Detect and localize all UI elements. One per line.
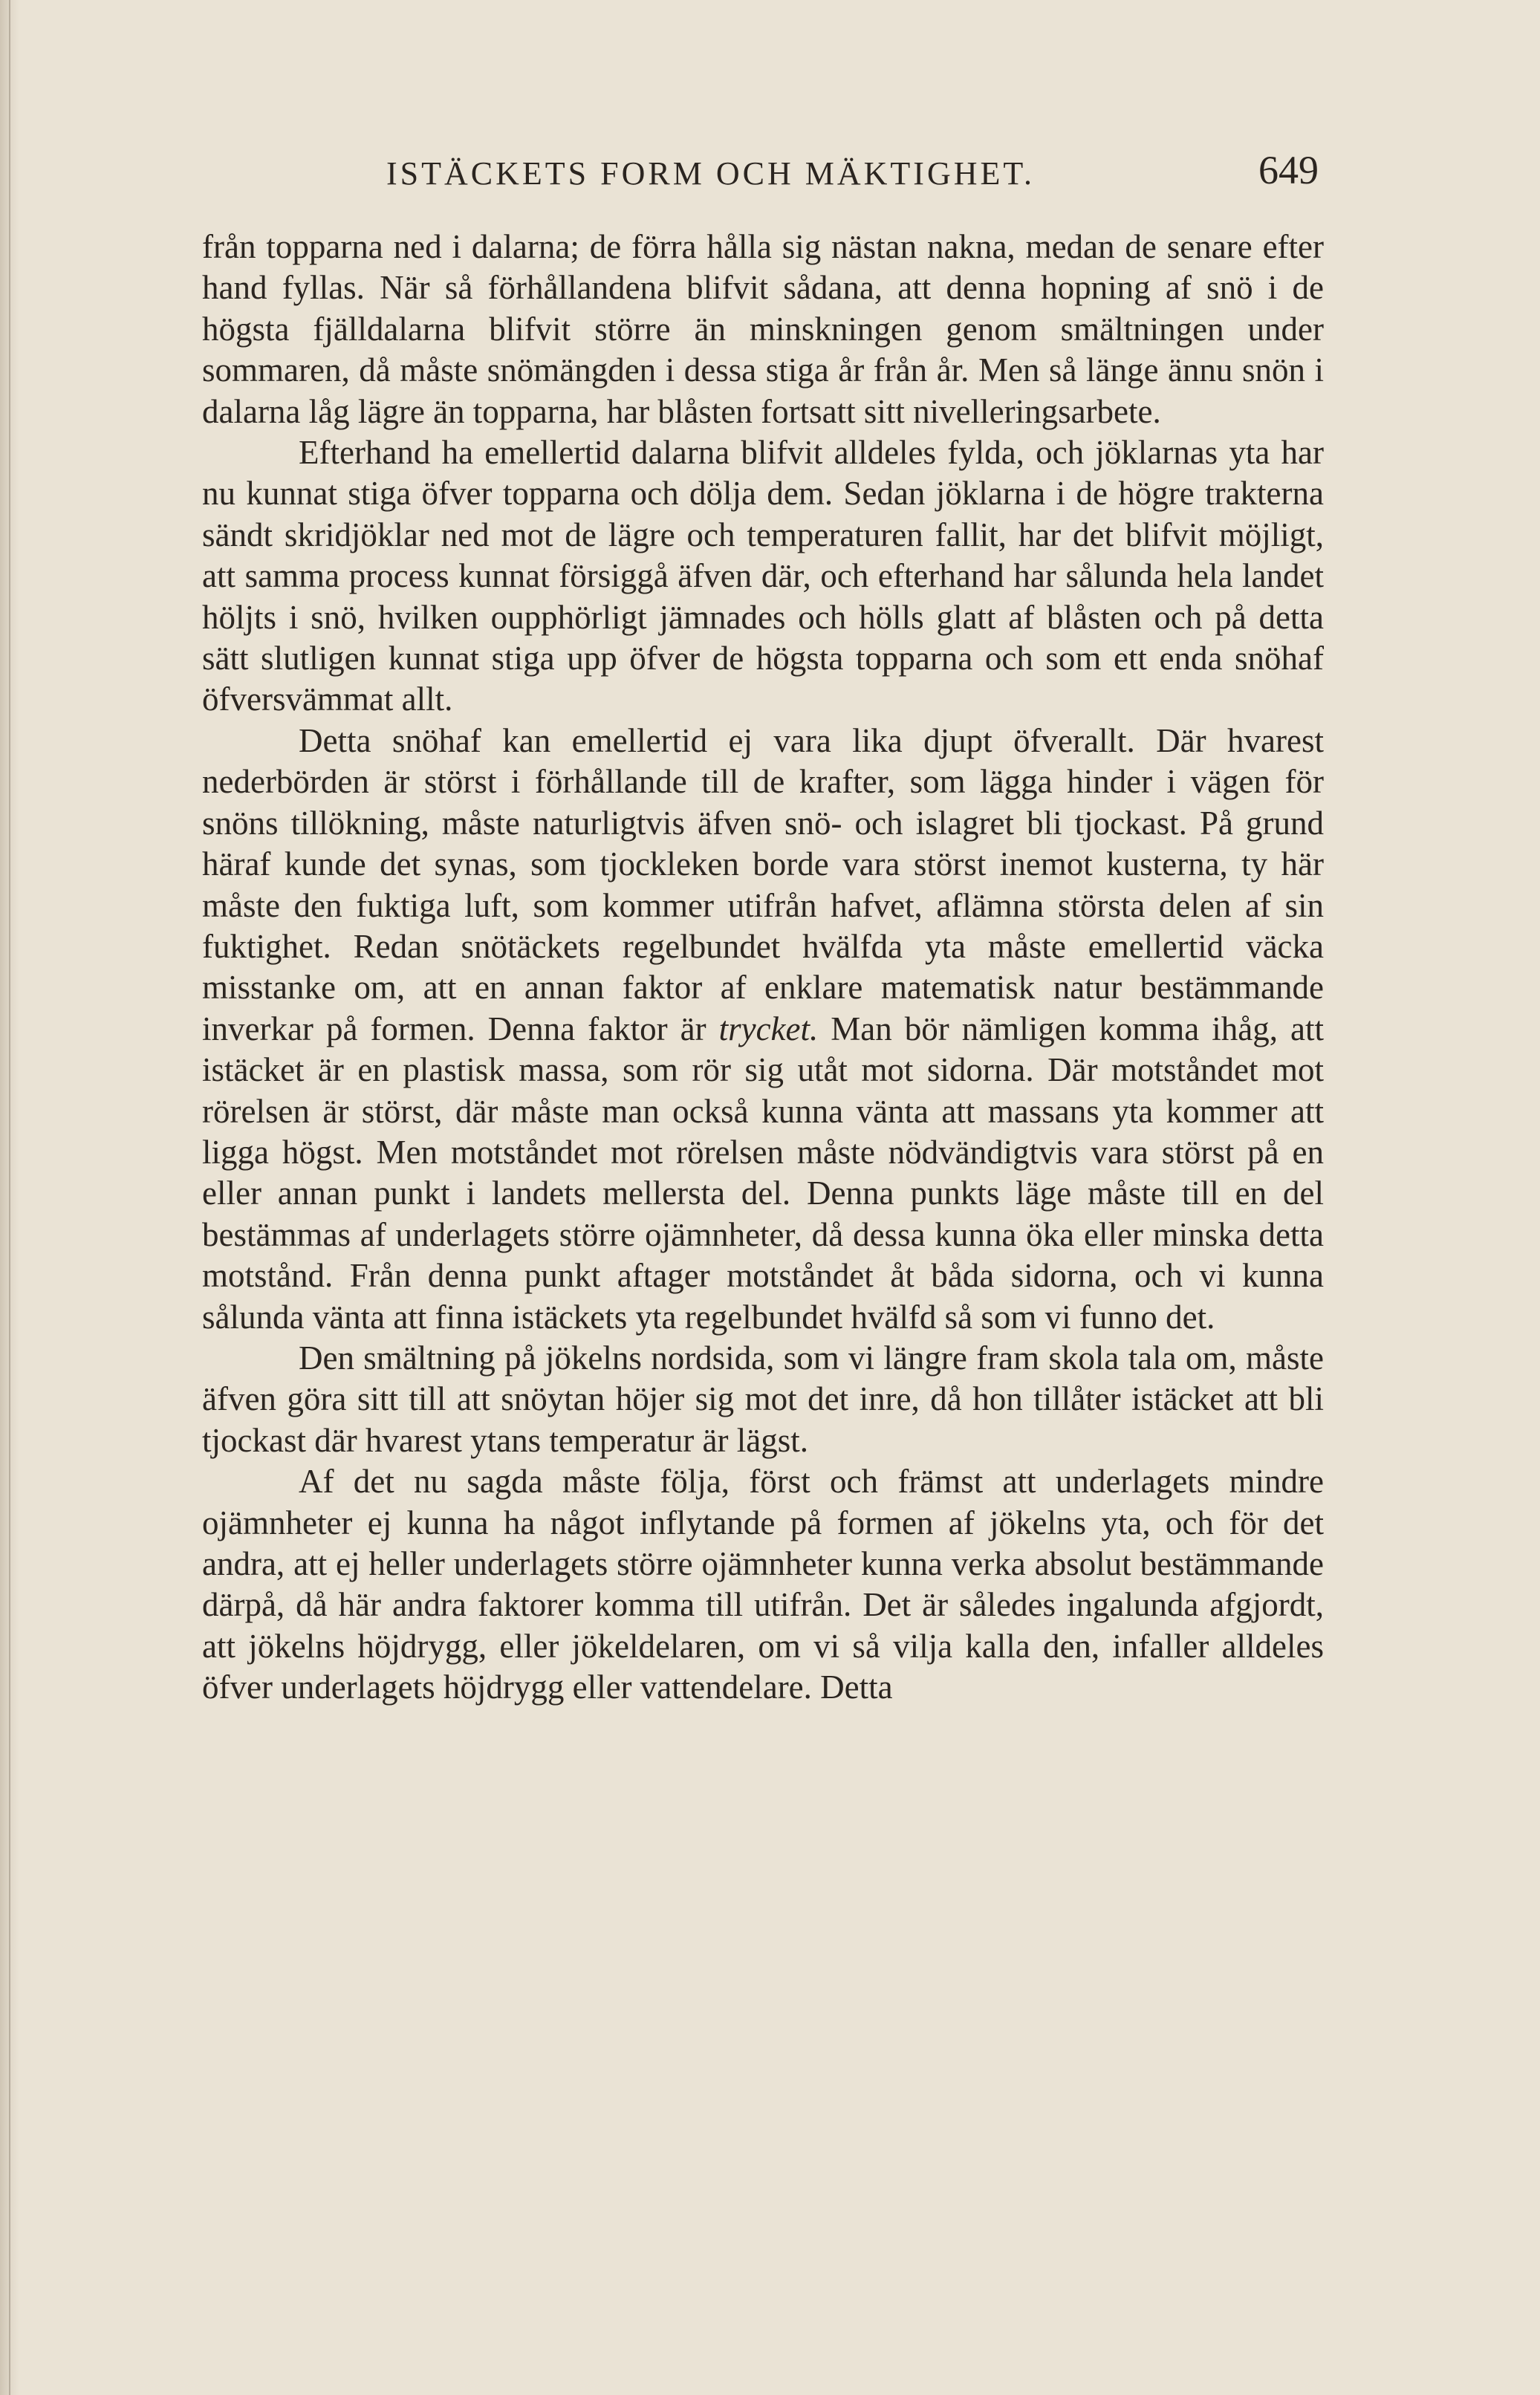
body-text xyxy=(202,227,1324,1709)
paragraph-3 xyxy=(202,721,1324,1338)
page-header xyxy=(386,147,1319,199)
paragraph-5: Af det nu sagda måste följa, först och främst att underlagets mindre ojämnheter ej kunna ha något inflytande på formen af jökelns yta, och för det andra, att ej heller underlagets större ojämnheter kunna verka absolut bestämmande därpå, då här andra faktorer komma till utifrån. Det är således ingalunda afgjordt, att jökelns höjdrygg, eller jökeldelaren, om vi så vilja kalla den, infaller alldeles öfver underlagets höjdrygg eller vattendelare. Detta xyxy=(202,1463,1324,1706)
emphasis-trycket: trycket. xyxy=(718,1010,819,1047)
paragraph-2: Efterhand ha emellertid dalarna blifvit alldeles fylda, och jöklarnas yta har nu kunnat stiga öfver topparna och dölja dem. Sedan jöklarna i de högre trakterna sändt skridjöklar ned mot de lägre och temperaturen fallit, har det blifvit möjligt, att samma process kunnat försiggå äfven där, och efterhand har sålunda hela landet höljts i snö, hvilken oupphörligt jämnades och hölls glatt af blåsten och på detta sätt slutligen kunnat stiga upp öfver de högsta topparna och som ett enda snöhaf öfversvämmat allt. xyxy=(202,434,1324,718)
paragraph-1: från topparna ned i dalarna; de förra hålla sig nästan nakna, medan de senare efter hand fyllas. När så förhållandena blifvit sådana, att denna hopning af snö i de högsta fjälldalarna blifvit större än minskningen genom smältningen under sommaren, då måste snömängden i dessa stiga år från år. Men så länge ännu snön i dalarna låg lägre än topparna, har blåsten fortsatt sitt nivelleringsarbete. xyxy=(202,228,1324,430)
paragraph-3-text-after: Man bör nämligen komma ihåg, att istäcket är en plastisk massa, som rör sig utåt mot sidorna. Där motståndet mot rörelsen är störst, där måste man också kunna vänta att massans yta kommer att ligga högst. Men motståndet mot rörelsen måste nödvändigtvis vara störst på en eller annan punkt i landets mellersta del. Denna punkts läge måste till en del bestämmas af underlagets större ojämnheter, då dessa kunna öka eller minska detta motstånd. Från denna punkt aftager motståndet åt båda sidorna, och vi kunna sålunda vänta att finna istäckets yta regelbundet hvälfd så som vi funno det. xyxy=(202,1010,1324,1336)
paragraph-4: Den smältning på jökelns nordsida, som vi längre fram skola tala om, måste äfven göra sitt till att snöytan höjer sig mot det inre, då hon tillåter istäcket att bli tjockast där hvarest ytans temperatur är lägst. xyxy=(202,1339,1324,1459)
paragraph-3-text-before: Detta snöhaf kan emellertid ej vara lika djupt öfverallt. Där hvarest nederbörden är störst i förhållande till de krafter, som lägga hinder i vägen för snöns tillökning, måste naturligtvis äfven snö- och islagret bli tjockast. På grund häraf kunde det synas, som tjockleken borde vara störst inemot kusterna, ty här måste den fuktiga luft, som kommer utifrån hafvet, aflämna största delen af sin fuktighet. Redan snötäckets regelbundet hvälfda yta måste emellertid väcka misstanke om, att en annan faktor af enklare matematisk natur bestämmande inverkar på formen. Denna faktor är xyxy=(202,721,1324,1047)
page-number: 649 xyxy=(1258,148,1319,192)
page-binding-line xyxy=(9,0,10,2395)
running-head: ISTÄCKETS FORM OCH MÄKTIGHET. xyxy=(386,155,1035,192)
